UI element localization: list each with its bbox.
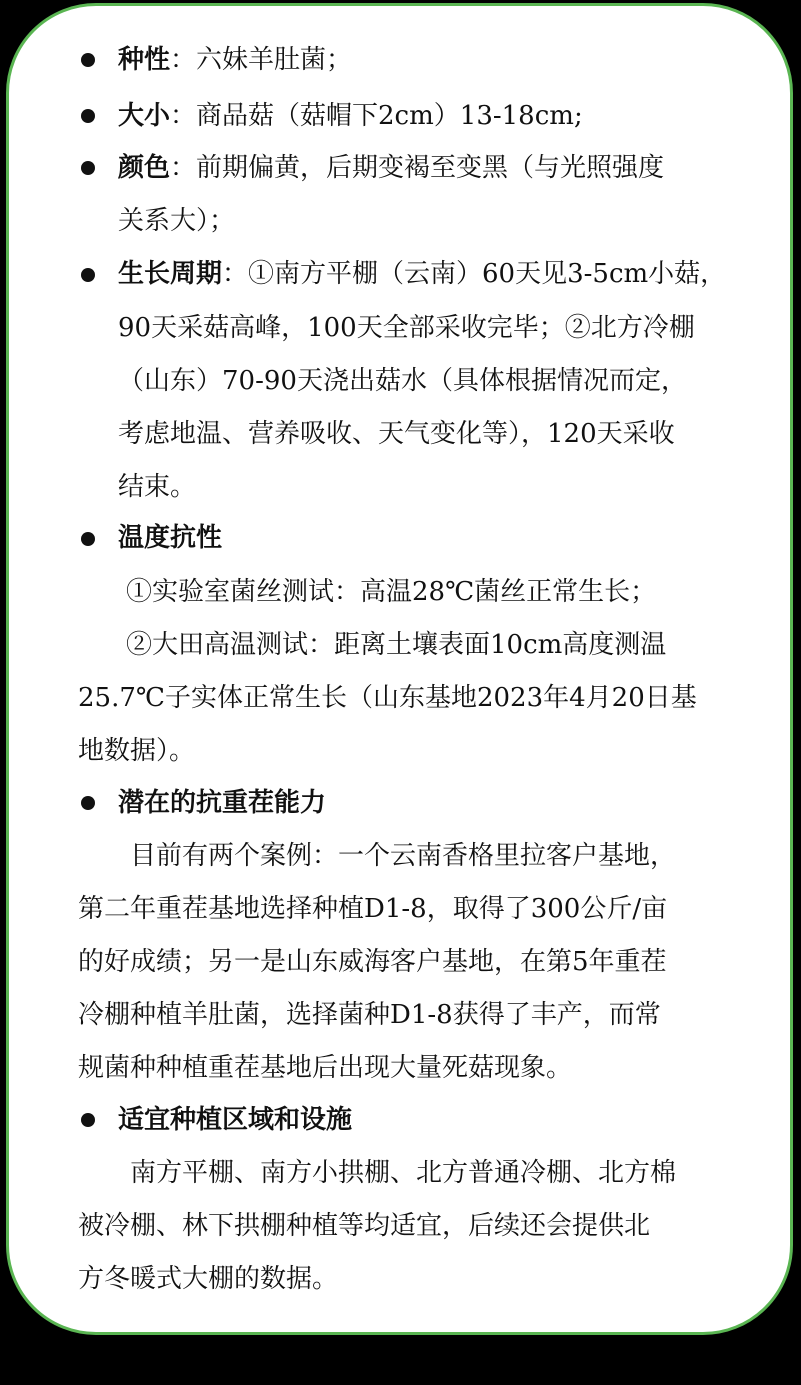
regions-title: 适宜种植区域和设施: [118, 1105, 353, 1135]
growth-line-2: 90天采菇高峰，100天全部采收完毕；②北方冷棚: [118, 313, 695, 343]
size-text: ：商品菇（菇帽下2cm）13-18cm;: [170, 101, 583, 131]
cropping-line-3: 的好成绩；另一是山东威海客户基地，在第5年重茬: [78, 947, 667, 977]
growth-text-1: ：①南方平棚（云南）60天见3-5cm小菇，: [222, 259, 727, 289]
temperature-title: 温度抗性: [118, 523, 223, 553]
temperature-line-1: ①实验室菌丝测试：高温28℃菌丝正常生长；: [126, 577, 657, 607]
temperature-line-2: ②大田高温测试：距离土壤表面10cm高度测温: [126, 630, 667, 660]
cropping-line-5: 规菌种种植重茬基地后出现大量死菇现象。: [78, 1053, 573, 1083]
bullet-icon: [81, 53, 95, 67]
color-label: 颜色: [118, 153, 171, 183]
size-line: [118, 99, 583, 133]
cropping-line-4: 冷棚种植羊肚菌，选择菌种D1-8获得了丰产，而常: [78, 1000, 661, 1030]
bullet-icon: [81, 109, 95, 123]
bullet-icon: [81, 532, 95, 546]
bullet-icon: [81, 161, 95, 175]
growth-label: 生长周期: [118, 259, 223, 289]
bullet-icon: [81, 268, 95, 282]
cropping-line-2: 第二年重茬基地选择种植D1-8，取得了300公斤/亩: [78, 894, 668, 924]
size-label: 大小: [118, 101, 171, 131]
temperature-line-3: 25.7℃子实体正常生长（山东基地2023年4月20日基: [78, 683, 697, 713]
variety-text: ：六妹羊肚菌；: [170, 45, 353, 75]
color-text-1: ：前期偏黄，后期变褐至变黑（与光照强度: [170, 153, 665, 183]
color-line-1: [118, 151, 664, 185]
bullet-icon: [81, 796, 95, 810]
growth-line-1: [118, 257, 726, 291]
variety-line: [118, 43, 352, 77]
growth-line-4: 考虑地温、营养吸收、天气变化等），120天采收: [118, 419, 675, 449]
regions-line-1: 南方平棚、南方小拱棚、北方普通冷棚、北方棉: [130, 1158, 677, 1188]
cropping-title: 潜在的抗重茬能力: [118, 788, 327, 818]
regions-line-2: 被冷棚、林下拱棚种植等均适宜，后续还会提供北: [78, 1211, 651, 1241]
regions-line-3: 方冬暖式大棚的数据。: [78, 1264, 339, 1294]
growth-line-5: 结束。: [118, 472, 197, 502]
variety-label: 种性: [118, 45, 171, 75]
temperature-line-4: 地数据）。: [78, 736, 196, 766]
bullet-icon: [81, 1113, 95, 1127]
growth-line-3: （山东）70-90天浇出菇水（具体根据情况而定，: [118, 366, 687, 396]
color-line-2: 关系大）；: [118, 206, 236, 236]
cropping-line-1: 目前有两个案例：一个云南香格里拉客户基地，: [130, 841, 677, 871]
